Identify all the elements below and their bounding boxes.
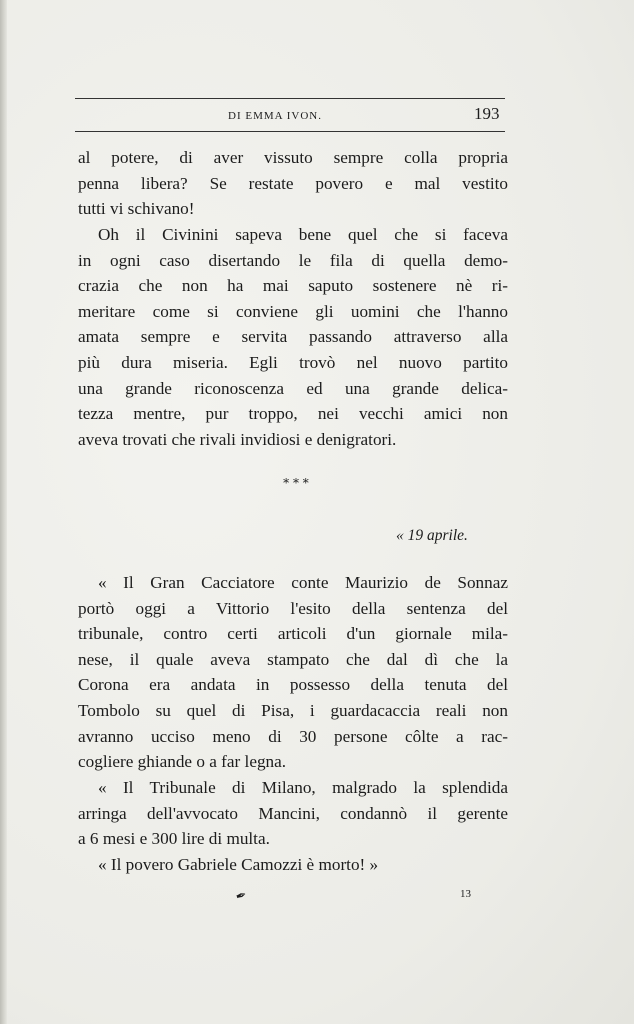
signature-mark: 13	[460, 888, 471, 900]
header-bottom-rule	[75, 131, 505, 132]
text-line: tutti vi schivano!	[78, 199, 195, 219]
text-line: avranno ucciso meno di 30 persone côlte a rac-	[78, 726, 508, 746]
text-line: meritare come si conviene gli uomini che l'hanno	[78, 301, 508, 321]
paragraph-4	[78, 775, 508, 852]
text-line: « Il povero Gabriele Camozzi è morto! »	[98, 855, 379, 874]
text-line: penna libera? Se restate povero e mal vestito	[78, 173, 508, 193]
text-line: al potere, di aver vissuto sempre colla propria	[78, 148, 508, 167]
paragraph-2	[78, 222, 508, 452]
text-line: crazia che non ha mai saputo sostenere nè ri-	[78, 276, 508, 296]
text-line: Tombolo su quel di Pisa, i guardacaccia reali non	[78, 700, 508, 720]
text-line: più dura miseria. Egli trovò nel nuovo partito	[78, 352, 508, 372]
page-number: 193	[474, 104, 500, 123]
text-line: Oh il Civinini sapeva bene quel che si faceva	[98, 225, 508, 244]
text-line: amata sempre e servita passando attraverso alla	[78, 327, 508, 347]
header-top-rule	[75, 98, 505, 99]
text-line: Corona era andata in possesso della tenuta del	[78, 675, 508, 695]
text-line: portò oggi a Vittorio l'esito della sentenza del	[78, 598, 508, 618]
text-line: arringa dell'avvocato Mancini, condannò il gerente	[78, 803, 508, 823]
text-line: aveva trovati che rivali invidiosi e denigratori.	[78, 429, 397, 449]
page-spine-shadow	[0, 0, 7, 1024]
paragraph-5	[78, 852, 508, 878]
asterism: * * *	[283, 476, 309, 490]
running-title: DI EMMA IVON.	[228, 110, 322, 122]
text-line: in ogni caso disertando le fila di quella demo-	[78, 250, 508, 270]
text-line: a 6 mesi e 300 lire di multa.	[78, 829, 270, 849]
text-line: una grande riconoscenza ed una grande delica-	[78, 378, 508, 398]
dateline: « 19 aprile.	[396, 527, 468, 544]
text-line: « Il Tribunale di Milano, malgrado la splendida	[98, 778, 508, 797]
ink-mark-icon: ✒	[233, 887, 250, 906]
text-line: nese, il quale aveva stampato che dal dì che la	[78, 649, 508, 669]
text-line: tribunale, contro certi articoli d'un giornale mila-	[78, 624, 508, 644]
text-line: cogliere ghiande o a far legna.	[78, 752, 287, 772]
paragraph-1	[78, 145, 508, 222]
text-line: « Il Gran Cacciatore conte Maurizio de Sonnaz	[98, 573, 508, 592]
text-line: tezza mentre, pur troppo, nei vecchi amici non	[78, 404, 508, 424]
paragraph-3	[78, 570, 508, 775]
